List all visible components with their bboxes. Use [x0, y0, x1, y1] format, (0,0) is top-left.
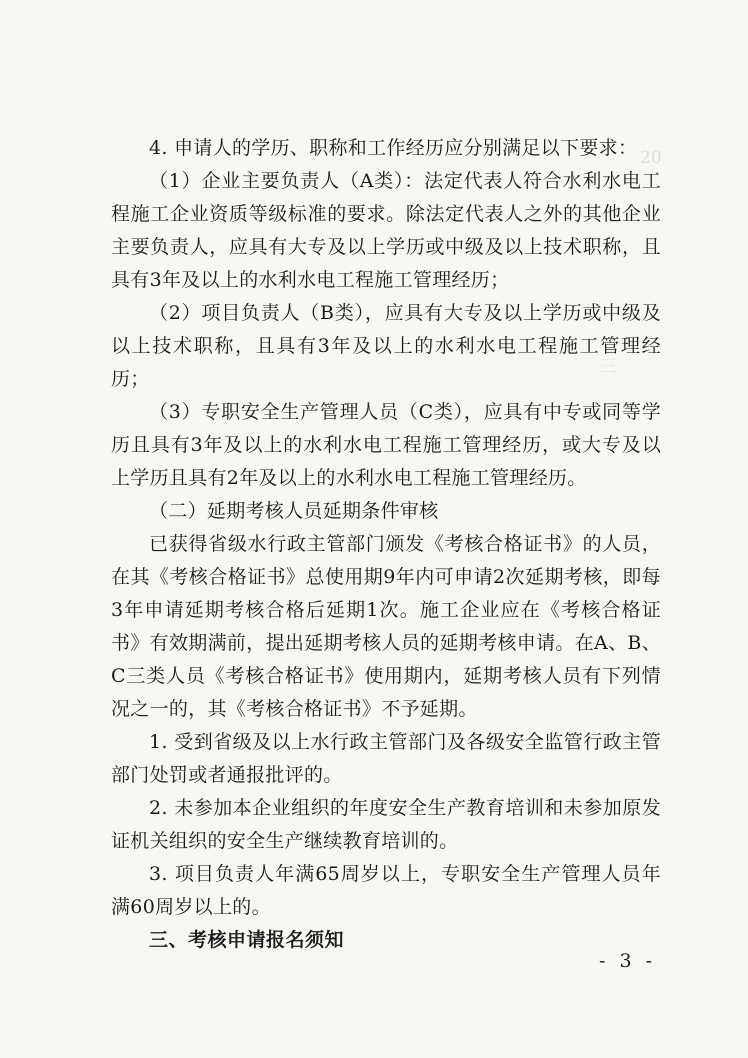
page-number: - 3 -: [598, 950, 656, 972]
paragraph-class-b: （2）项目负责人（B类），应具有大专及以上学历或中级及以上技术职称，且具有3年及以上的水利水电工程施工管理经历；: [111, 302, 661, 390]
paragraph-requirements-intro: 4. 申请人的学历、职称和工作经历应分别满足以下要求：: [149, 137, 638, 159]
document-body: [111, 132, 661, 957]
paragraph-class-a: （1）企业主要负责人（A类）：法定代表人符合水利水电工程施工企业资质等级标准的要求。除法定代表人之外的其他企业主要负责人，应具有大专及以上学历或中级及以上技术职称，且具有3年及以上的水利水电工程施工管理经历；: [111, 170, 661, 291]
paragraph-condition-1: 1. 受到省级及以上水行政主管部门及各级安全监管行政主管部门处罚或者通报批评的。: [111, 731, 661, 786]
section-heading-application-notice: 三、考核申请报名须知: [149, 929, 345, 951]
paragraph-condition-2: 2. 未参加本企业组织的年度安全生产教育培训和未参加原发证机关组织的安全生产继续教育培训的。: [111, 797, 661, 852]
bleed-through-mark: 三: [600, 357, 617, 377]
paragraph-class-c: （3）专职安全生产管理人员（C类），应具有中专或同等学历且具有3年及以上的水利水电工程施工管理经历，或大专及以上学历且具有2年及以上的水利水电工程施工管理经历。: [111, 401, 661, 489]
paragraph-extension-conditions: 已获得省级水行政主管部门颁发《考核合格证书》的人员，在其《考核合格证书》总使用期9年内可申请2次延期考核，即每3年申请延期考核合格后延期1次。施工企业应在《考核合格证书》有效期满前，提出延期考核人员的延期考核申请。在A、B、C三类人员《考核合格证书》使用期内，延期考核人员有下列情况之一的，其《考核合格证书》不予延期。: [111, 533, 661, 720]
subheading-extension-review: （二）延期考核人员延期条件审核: [149, 500, 439, 522]
bleed-through-mark: 20: [640, 148, 662, 168]
paragraph-condition-3: 3. 项目负责人年满65周岁以上，专职安全生产管理人员年满60周岁以上的。: [111, 863, 661, 918]
